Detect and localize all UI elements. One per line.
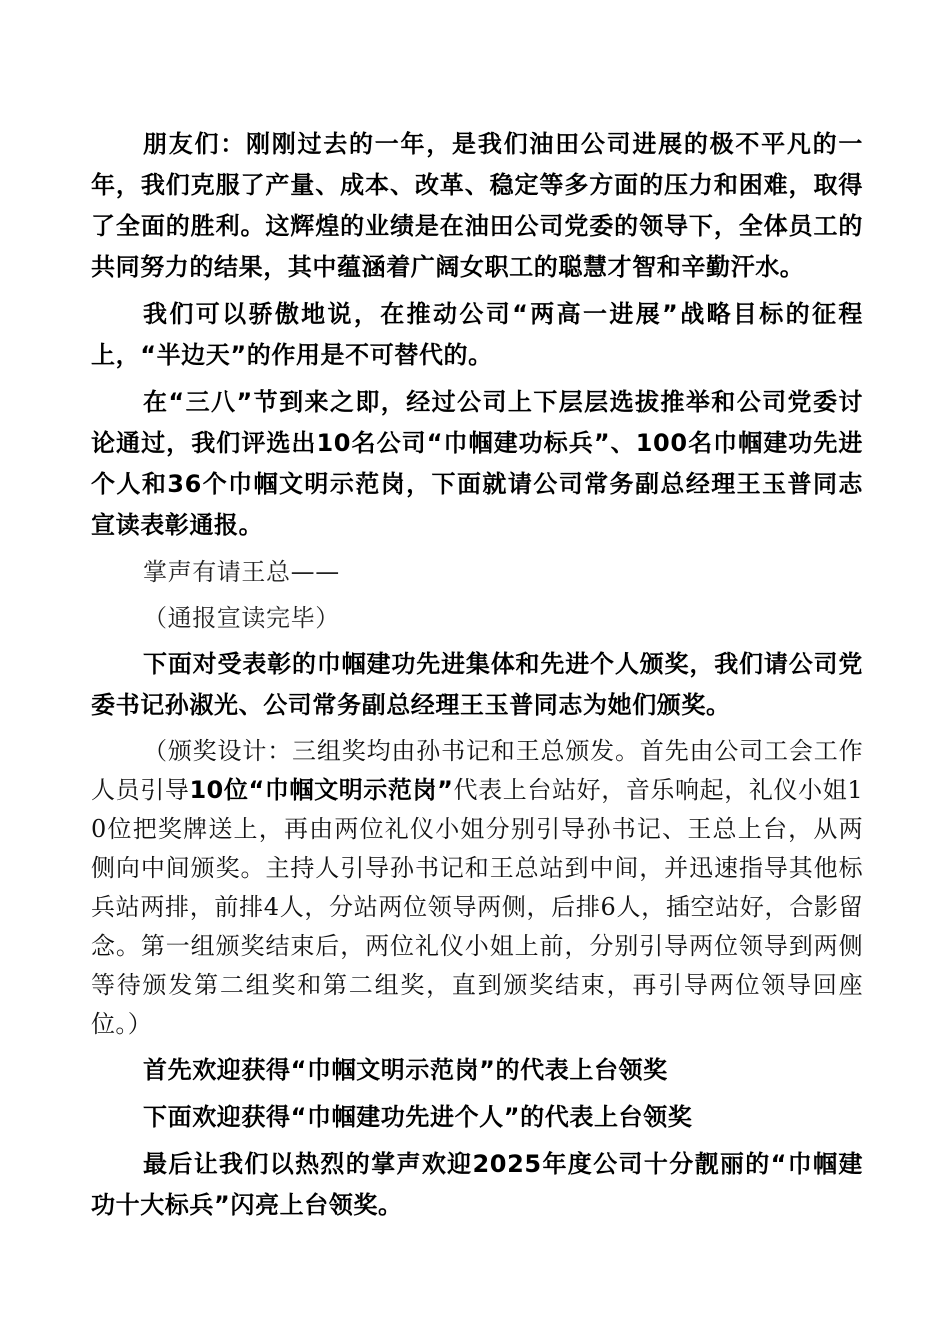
paragraph-half-sky: 我们可以骄傲地说，在推动公司“两高一进展”战略目标的征程上，“半边天”的作用是不可替代的。 (91, 300, 863, 369)
paragraph-award-leaders: 下面对受表彰的巾帼建功先进集体和先进个人颁奖，我们请公司党委书记孙淑光、公司常务副总经理王玉普同志为她们颁奖。 (91, 650, 863, 719)
paragraph-first-award: 首先欢迎获得“巾帼文明示范岗”的代表上台领奖 (143, 1056, 668, 1084)
award-design-intro: （颁奖设计：三组奖均由孙书记和王总颁发。首先由公司工会工作人员引导 (91, 737, 863, 804)
award-design-details: 代表上台站好，音乐响起，礼仪小姐10位把奖牌送上，再由两位礼仪小姐分别引导孙书记、王总上台，从两侧向中间颁奖。主持人引导孙书记和王总站到中间，并迅速指导其他标兵站两排，前排4人，分站两位领导两侧，后排6人，插空站好，合影留念。第一组颁奖结束后，两位礼仪小姐上前，分别引导两位领导到两侧等待颁发第二组奖和第二组奖，直到颁奖结束，再引导两位领导回座位。） (91, 776, 863, 1038)
paragraph-award-design (91, 732, 863, 1044)
document-page (91, 124, 863, 1232)
paragraph-opening: 朋友们：刚刚过去的一年，是我们油田公司进展的极不平凡的一年，我们克服了产量、成本、改革、稳定等多方面的压力和困难，取得了全面的胜利。这辉煌的业绩是在油田公司党委的领导下，全体员工的共同努力的结果，其中蕴涵着广阔女职工的聪慧才智和辛勤汗水。 (91, 130, 863, 281)
paragraph-applause-invite: 掌声有请王总—— (143, 558, 340, 586)
paragraph-second-award: 下面欢迎获得“巾帼建功先进个人”的代表上台领奖 (143, 1103, 693, 1131)
award-design-highlight: 10位“巾帼文明示范岗” (189, 776, 454, 804)
paragraph-notice-finished: （通报宣读完毕） (143, 604, 340, 632)
paragraph-selection: 在“三八”节到来之即，经过公司上下层层选拔推举和公司党委讨论通过，我们评选出10名公司“巾帼建功标兵”、100名巾帼建功先进个人和36个巾帼文明示范岗，下面就请公司常务副总经理王玉普同志宣读表彰通报。 (91, 388, 863, 539)
paragraph-final-award: 最后让我们以热烈的掌声欢迎2025年度公司十分靓丽的“巾帼建功十大标兵”闪亮上台领奖。 (91, 1150, 863, 1219)
